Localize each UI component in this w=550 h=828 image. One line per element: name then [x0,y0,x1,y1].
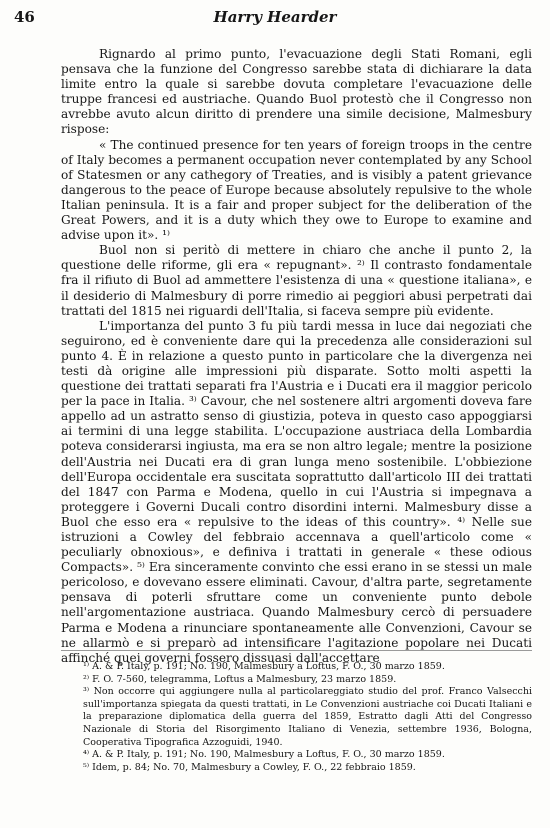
page-number: 46 [14,8,35,26]
footnote-1: ¹⁾ A. & P. Italy, p. 191; No. 190, Malmesbury a Loftus, F. O., 30 marzo 1859. [83,661,445,672]
footnotes [61,661,532,774]
page-header [14,8,536,30]
malmesbury-quote: « The continued presence for ten years of foreign troops in the centre of Italy becomes a permanent occupation never contemplated by any School of Statesmen or any cathegory of Treaties, and is visibly a patent grievance dangerous to the peace of Europe because absolutely repulsive to the whole Italian peninsula. It is a fair and proper subject for the deliberation of the Great Powers, and it is a duty which they owe to Europe to examine and advise upon it». ¹⁾ [61,137,532,243]
footnote-4: ⁴⁾ A. & P. Italy, p. 191; No. 190, Malmesbury a Loftus, F. O., 30 marzo 1859. [83,749,445,761]
paragraph-treaties: L'importanza del punto 3 fu più tardi messa in luce dai negoziati che seguirono, ed è conveniente dare qui la precedenza alle considerazioni sul punto 4. È in relazione a questo punto in particolare che la divergenza nei testi dà origine alle impressioni più disparate. Sotto molti aspetti la questione dei trattati separati fra l'Austria e i Ducati era il maggior pericolo per la pace in Italia. ³⁾ Cavour, che nel sostenere altri argomenti doveva fare appello ad un astratto senso di giustizia, poteva in questo caso appoggiarsi ai termini di una legge stabilita. L'occupazione austriaca della Lombardia poteva considerarsi ingiusta, ma era se non altro legale; mentre la posizione dell'Austria nei Ducati era di gran lunga meno sostenibile. L'obbiezione dell'Europa occidentale era suscitata soprattutto dall'articolo III dei trattati del 1847 con Parma e Modena, quello in cui l'Austria si impegnava a proteggere i Governi Ducali contro disordini interni. Malmesbury disse a Buol che esso era « repulsive to the ideas of this country». ⁴⁾ Nelle sue istruzioni a Cowley del febbraio accennava a quell'articolo come « peculiarly obnoxious», e definiva i trattati in generale « these odious Compacts». ⁵⁾ Era sinceramente convinto che essi erano in se stessi un male pericoloso, e dovevano essere eliminati. Cavour, d'altra parte, segretamente pensava di poterli sfruttare come un conveniente punto debole nell'argomentazione austriaca. Quando Malmesbury cercò di persuadere Parma e Modena a rinunciare spontaneamente alle Convenzioni, Cavour se ne allarmò e si preparò ad intensificare l'agitazione popolare nei Ducati affinché quei governi fossero dissuasi dall'accettare [61,318,532,665]
running-head: Harry Hearder [213,8,337,26]
footnote-5: ⁵⁾ Idem, p. 84; No. 70, Malmesbury a Cowley, F. O., 22 febbraio 1859. [83,761,416,773]
footnote-3: ³⁾ Non occorre qui aggiungere nulla al particolareggiato studio del prof. Franco Valsecchi sull'importanza spiegata da questi trattati, in Le Convenzioni austriache coi Ducati Italiani e la preparazione diplomatica della guerra del 1859, Estratto dagli Atti del Congresso Nazionale di Storia del Risorgimento Italiano di Venezia, settembre 1936, Bologna, Cooperativa Tipografica Azzoguidi, 1940. [83,686,532,748]
footnote-divider [61,650,532,651]
paragraph-first-point: Rignardo al primo punto, l'evacuazione degli Stati Romani, egli pensava che la funzione del Congresso sarebbe stata di dichiarare la data limite entro la quale si sarebbe dovuta completare l'evacuazione delle truppe francesi ed austriache. Quando Buol protestò che il Congresso non avrebbe avuto alcun diritto di prendere una simile decisione, Malmesbury rispose: [61,47,532,137]
paragraph-reforms: Buol non si peritò di mettere in chiaro che anche il punto 2, la questione delle riforme, gli era « repugnant». ²⁾ Il contrasto fondamentale fra il rifiuto di Buol ad ammettere l'esistenza di una « questione italiana», e il desiderio di Malmesbury di porre rimedio ai peggiori abusi perpetrati dai trattati del 1815 nei riguardi dell'Italia, si faceva sempre più evidente. [61,243,532,318]
footnote-2: ²⁾ F. O. 7-560, telegramma, Loftus a Malmesbury, 23 marzo 1859. [83,673,397,685]
body-text [61,47,532,666]
